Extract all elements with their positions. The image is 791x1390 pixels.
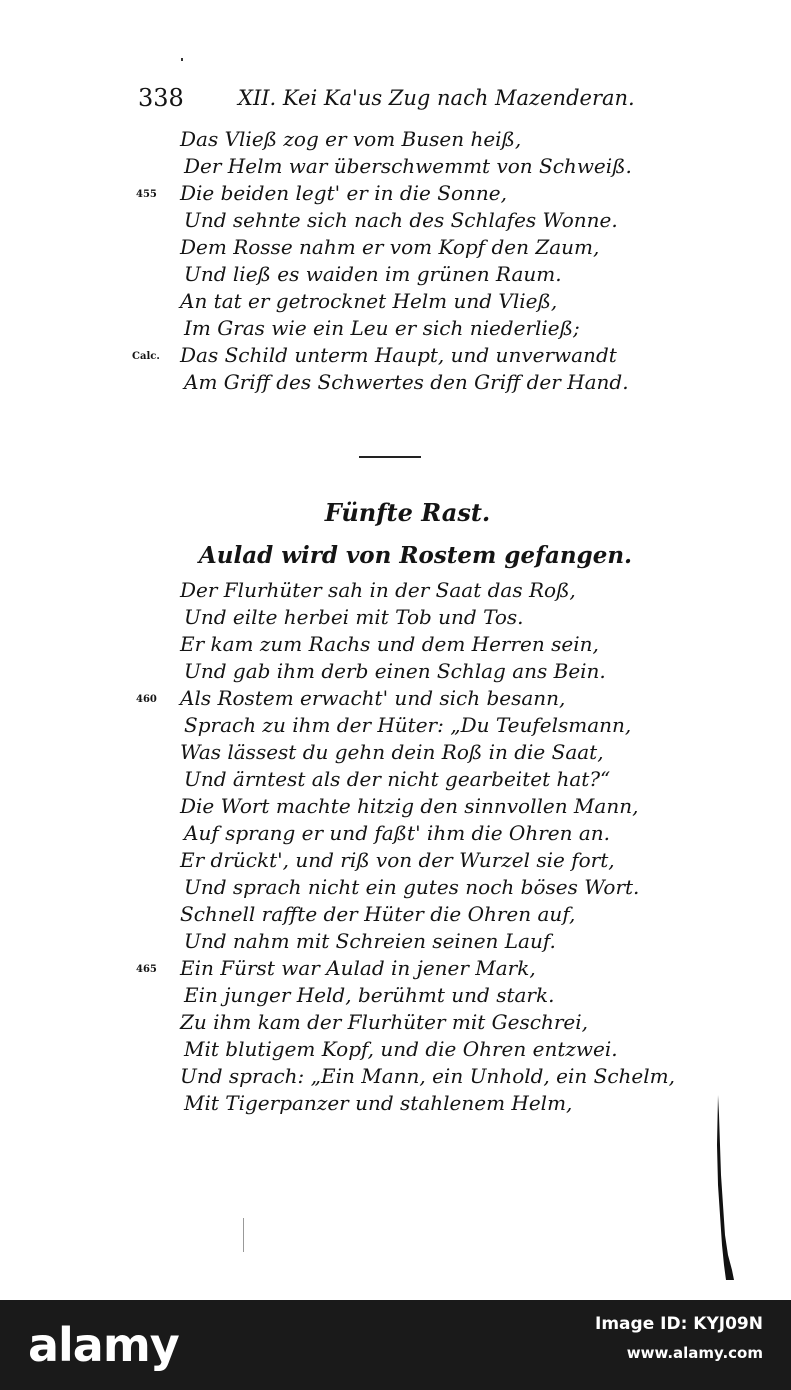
running-title: XII. Kei Ka'us Zug nach Mazenderan. [238,86,635,110]
verse-text: Zu ihm kam der Flurhüter mit Geschrei, [180,1010,588,1034]
verse-text: Der Flurhüter sah in der Saat das Roß, [180,578,576,602]
verse-line [180,847,675,874]
verse-text: Und nahm mit Schreien seinen Lauf. [184,929,556,953]
verse-text: Und sehnte sich nach des Schlafes Wonne. [184,208,618,232]
verse-text: Und ließ es waiden im grünen Raum. [184,262,562,286]
verse-text: Er kam zum Rachs und dem Herren sein, [180,632,599,656]
verse-line [180,126,632,153]
verse-text: Das Vließ zog er vom Busen heiß, [180,127,522,151]
verse-text: Er drückt', und riß von der Wurzel sie fort, [180,848,615,872]
verse-line [180,631,675,658]
verse-text: Am Griff des Schwertes den Griff der Hand. [184,370,629,394]
verse-line [180,658,675,685]
verse-text: Und ärntest als der nicht gearbeitet hat?“ [184,767,611,791]
verse-line [136,955,675,982]
verse-line [180,820,675,847]
verse-text: Was lässest du gehn dein Roß in die Saat, [180,740,604,764]
verse-text: Dem Rosse nahm er vom Kopf den Zaum, [180,235,600,259]
verse-line [180,1009,675,1036]
page-number: 338 [138,84,184,112]
verse-line [180,369,632,396]
verse-text: Und sprach nicht ein gutes noch böses Wort. [184,875,640,899]
verse-text: Ein junger Held, berühmt und stark. [184,983,555,1007]
verse-text: Sprach zu ihm der Hüter: „Du Teufelsmann, [184,713,632,737]
verse-text: Und eilte herbei mit Tob und Tos. [184,605,524,629]
section-subtitle: Aulad wird von Rostem gefangen. [198,542,633,569]
verse-line [136,180,632,207]
site-url: www.alamy.com [626,1344,763,1362]
verse-line [180,577,675,604]
verse-text: Als Rostem erwacht' und sich besann, [180,686,566,710]
verse-line [180,928,675,955]
print-speck [243,1218,244,1252]
section-title: Fünfte Rast. [324,498,491,527]
verse-text: Mit Tigerpanzer und stahlenem Helm, [184,1091,573,1115]
image-id-label: Image ID: KYJ09N [595,1314,763,1334]
verse-line [180,288,632,315]
verse-text: Das Schild unterm Haupt, und unverwandt [180,343,617,367]
verse-line [180,315,632,342]
line-number: 455 [136,189,157,200]
verse-line [132,342,632,369]
verse-line [180,874,675,901]
verse-text: Und gab ihm derb einen Schlag ans Bein. [184,659,606,683]
watermark-bar [0,1300,791,1390]
verse-line [180,1063,675,1090]
alamy-logo: alamy [28,1318,179,1372]
verse-text: An tat er getrocknet Helm und Vließ, [180,289,558,313]
verse-line [180,234,632,261]
line-number: 465 [136,964,157,975]
verse-line [180,261,632,288]
stanza-1 [132,126,632,396]
verse-text: Mit blutigem Kopf, und die Ohren entzwei. [184,1037,618,1061]
section-divider [359,456,421,458]
verse-text: Ein Fürst war Aulad in jener Mark, [180,956,536,980]
verse-line [180,153,632,180]
verse-line [180,1090,675,1117]
verse-line [180,766,675,793]
verse-line [180,982,675,1009]
verse-line [180,901,675,928]
line-number: 460 [136,694,157,705]
page-edge-mark [712,1095,736,1280]
margin-note: Calc. [132,351,160,362]
verse-text: Und sprach: „Ein Mann, ein Unhold, ein Schelm, [180,1064,675,1088]
verse-line [180,604,675,631]
stanza-2 [136,577,675,1117]
verse-text: Der Helm war überschwemmt von Schweiß. [184,154,632,178]
print-speck [181,58,183,61]
verse-line [180,739,675,766]
verse-text: Im Gras wie ein Leu er sich niederließ; [184,316,580,340]
page-header [138,84,635,118]
verse-line [180,207,632,234]
verse-line [180,712,675,739]
verse-text: Die beiden legt' er in die Sonne, [180,181,507,205]
verse-text: Schnell raffte der Hüter die Ohren auf, [180,902,576,926]
verse-text: Die Wort machte hitzig den sinnvollen Mann, [180,794,639,818]
verse-line [180,793,675,820]
verse-line [136,685,675,712]
verse-line [180,1036,675,1063]
verse-text: Auf sprang er und faßt' ihm die Ohren an. [184,821,610,845]
